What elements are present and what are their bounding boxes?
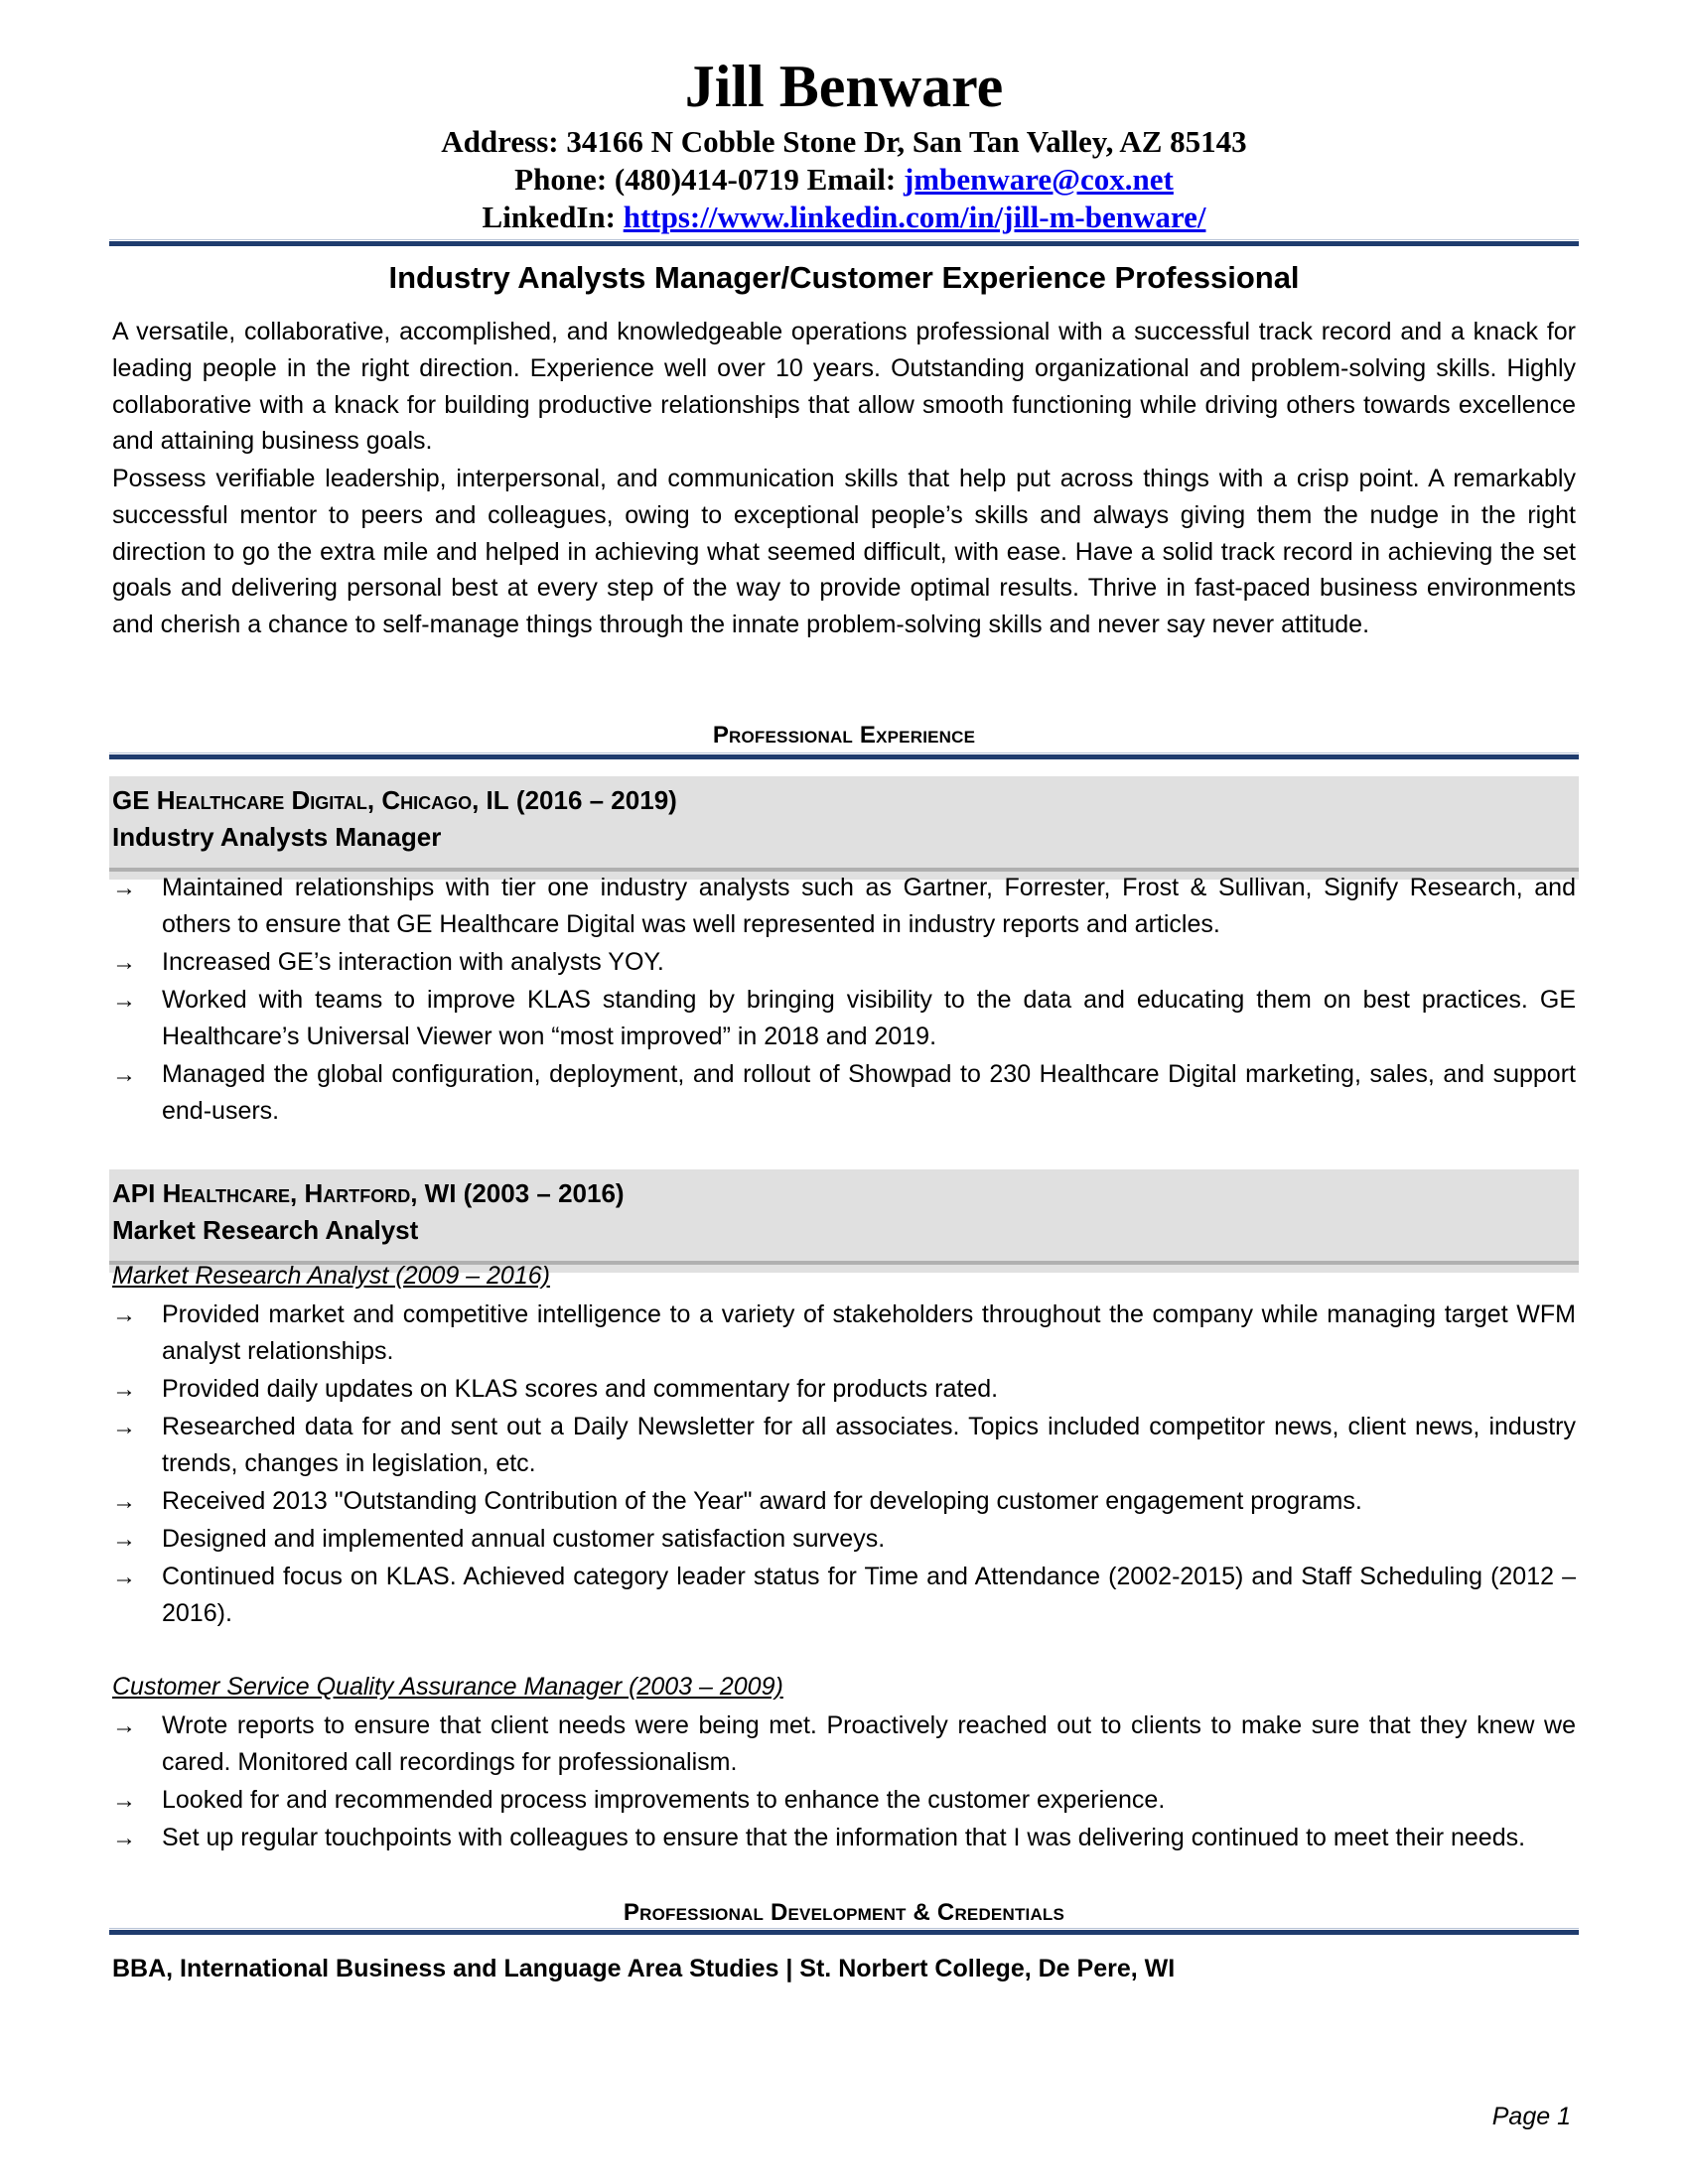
bullet-list [112, 1297, 1576, 1632]
list-item: → Received 2013 "Outstanding Contribution of the Year" award for developing customer engagement programs. [112, 1483, 1576, 1520]
linkedin-label: LinkedIn: [482, 200, 616, 234]
list-item: → Managed the global configuration, deployment, and rollout of Showpad to 230 Healthcare Digital marketing, sales, and support end-users. [112, 1056, 1576, 1130]
arrow-right-icon: → [112, 1564, 136, 1590]
job-dates: (2003 – 2016) [463, 1178, 625, 1208]
company-line [112, 1175, 1576, 1212]
arrow-right-icon: → [112, 1061, 136, 1088]
section-title-experience: Professional Experience [712, 722, 976, 749]
list-item: → Continued focus on KLAS. Achieved category leader status for Time and Attendance (2002-2015) and Staff Scheduling (2012 – 2016). [112, 1559, 1576, 1632]
arrow-right-icon: → [112, 987, 136, 1014]
list-item: → Designed and implemented annual customer satisfaction surveys. [112, 1521, 1576, 1558]
address-label: Address: [441, 124, 559, 159]
company-line [112, 782, 1576, 819]
summary-paragraph: Possess verifiable leadership, interpersonal, and communication skills that help put across things with a crisp point. A remarkably successful mentor to peers and colleagues, owing to exceptional people’s skills and always giving them the nudge in the right direction to go the extra mile and helped in achieving what seemed difficult, with ease. Have a solid track record in achieving the set goals and delivering personal best at every step of the way to provide optimal results. Thrive in fast-paced business environments and cherish a chance to self-manage things through the innate problem-solving skills and never say never attitude. [112, 465, 1576, 639]
list-item: → Increased GE’s interaction with analysts YOY. [112, 944, 1576, 981]
job-header [109, 776, 1579, 880]
phone-value: (480)414-0719 [614, 162, 799, 197]
linkedin-line [109, 199, 1579, 236]
section-divider [109, 754, 1579, 759]
job-title: Market Research Analyst [112, 1215, 419, 1245]
list-item: → Set up regular touchpoints with colleagues to ensure that the information that I was delivering continued to meet their needs. [112, 1820, 1576, 1856]
arrow-right-icon: → [112, 1414, 136, 1440]
address-value: 34166 N Cobble Stone Dr, San Tan Valley, AZ 85143 [566, 124, 1247, 159]
arrow-right-icon: → [112, 1301, 136, 1328]
arrow-right-icon: → [112, 1488, 136, 1515]
credential-item: BBA, International Business and Language Area Studies | St. Norbert College, De Pere, WI [112, 1955, 1176, 1982]
job-title: Industry Analysts Manager [112, 822, 442, 852]
section-title-credentials: Professional Development & Credentials [623, 1899, 1065, 1926]
job-header [109, 1169, 1579, 1273]
arrow-right-icon: → [112, 1712, 136, 1739]
headline: Industry Analysts Manager/Customer Experience Professional [388, 260, 1300, 295]
address-line [109, 123, 1579, 161]
list-item: → Looked for and recommended process improvements to enhance the customer experience. [112, 1782, 1576, 1819]
arrow-right-icon: → [112, 1825, 136, 1851]
bullet-list [112, 870, 1576, 1130]
arrow-right-icon: → [112, 1787, 136, 1814]
candidate-name: Jill Benware [684, 54, 1004, 119]
summary-paragraph: A versatile, collaborative, accomplished, and knowledgeable operations professional with a successful track record and a knack for leading people in the right direction. Experience well over 10 years. Outstanding organizational and problem-solving skills. Highly collaborative with a knack for building productive relationships that allow smooth functioning while driving others towards excellence and attaining business goals. [112, 318, 1576, 456]
arrow-right-icon: → [112, 1376, 136, 1403]
phone-email-line [109, 161, 1579, 199]
list-item: → Worked with teams to improve KLAS standing by bringing visibility to the data and educating them on best practices. GE Healthcare’s Universal Viewer won “most improved” in 2018 and 2019. [112, 982, 1576, 1055]
phone-label: Phone: [514, 162, 608, 197]
arrow-right-icon: → [112, 875, 136, 901]
company-name: API Healthcare, Hartford, WI [112, 1178, 457, 1208]
list-item: → Provided daily updates on KLAS scores and commentary for products rated. [112, 1371, 1576, 1408]
header-divider [109, 241, 1579, 246]
list-item: → Researched data for and sent out a Daily Newsletter for all associates. Topics included competitor news, client news, industry trends, changes in legislation, etc. [112, 1409, 1576, 1482]
list-item: → Maintained relationships with tier one industry analysts such as Gartner, Forrester, Frost & Sullivan, Signify Research, and others to ensure that GE Healthcare Digital was well represented in industry reports and articles. [112, 870, 1576, 943]
list-item: → Provided market and competitive intelligence to a variety of stakeholders throughout the company while managing target WFM analyst relationships. [112, 1297, 1576, 1370]
email-link[interactable]: jmbenware@cox.net [903, 162, 1174, 197]
email-label: Email: [806, 162, 897, 197]
section-divider [109, 1930, 1579, 1935]
job-dates: (2016 – 2019) [515, 785, 677, 815]
sub-role-title: Market Research Analyst (2009 – 2016) [112, 1262, 550, 1290]
arrow-right-icon: → [112, 1526, 136, 1553]
sub-role-title: Customer Service Quality Assurance Manager (2003 – 2009) [112, 1673, 783, 1701]
bullet-list [112, 1707, 1576, 1856]
linkedin-link[interactable]: https://www.linkedin.com/in/jill-m-benware/ [623, 200, 1206, 234]
arrow-right-icon: → [112, 949, 136, 976]
company-name: GE Healthcare Digital, Chicago, IL [112, 785, 509, 815]
page-number: Page 1 [1491, 2103, 1571, 2130]
list-item: → Wrote reports to ensure that client needs were being met. Proactively reached out to clients to make sure that they knew we cared. Monitored call recordings for professionalism. [112, 1707, 1576, 1781]
